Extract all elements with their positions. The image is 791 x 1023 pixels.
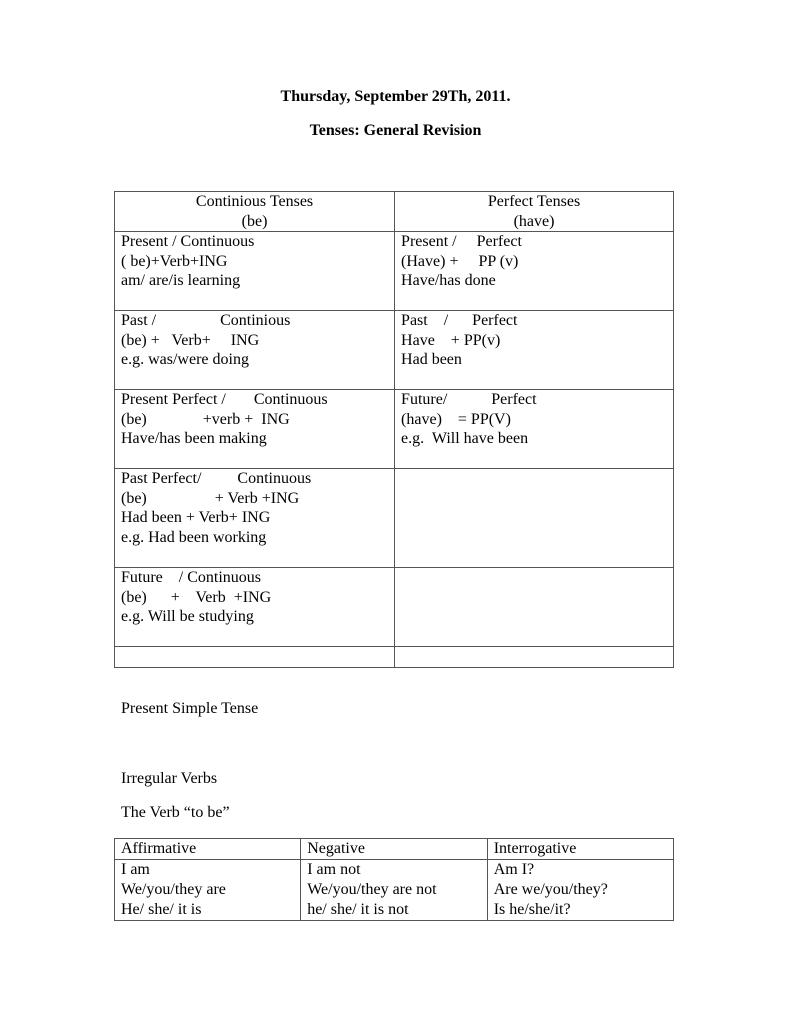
cell-line: [401, 568, 667, 588]
cell-line: Continious Tenses: [195, 193, 314, 210]
table-row: [115, 647, 674, 668]
table-cell: [395, 647, 674, 668]
heading-irregular-verbs: Irregular Verbs: [121, 770, 218, 787]
cell-line: e.g. was/were doing: [121, 351, 249, 369]
heading-present-simple: Present Simple Tense: [121, 700, 259, 717]
table-cell: [115, 647, 395, 668]
cell-line: (be) + Verb +ING: [121, 489, 300, 507]
document-date: Thursday, September 29Th, 2011.: [280, 88, 511, 105]
cell-line: Past / Continious: [121, 312, 291, 330]
negative-forms: [301, 860, 487, 921]
cell-line: I am not: [307, 861, 361, 878]
table-header-row: [115, 192, 674, 232]
cell-line: Present / Continuous: [121, 233, 255, 251]
cell-line: [121, 647, 388, 667]
cell-line: He/ she/ it is: [121, 901, 202, 918]
table-cell: [395, 568, 674, 647]
cell-line: Future / Continuous: [121, 569, 262, 587]
cell-line: e.g. Had been working: [121, 528, 267, 546]
cell-line: We/you/they are: [121, 881, 226, 898]
cell-line: am/ are/is learning: [121, 272, 241, 290]
table-row: [115, 390, 674, 469]
cell-line: I am: [121, 861, 150, 878]
cell-line: Is he/she/it?: [493, 901, 571, 918]
cell-line: (be): [241, 212, 268, 230]
cell-line: Present Perfect / Continuous: [121, 391, 328, 409]
cell-line: (be) +verb + ING: [121, 410, 290, 428]
cell-line: [401, 647, 667, 667]
table-row: [115, 232, 674, 311]
header-affirmative: Affirmative: [115, 839, 301, 860]
affirmative-forms: [115, 860, 301, 921]
cell-line: Have/has been making: [121, 430, 267, 448]
cell-line: (have) = PP(V): [401, 410, 511, 428]
cell-line: Had been: [401, 351, 462, 369]
table-cell: [115, 232, 395, 311]
table-cell: [115, 390, 395, 469]
table-cell: [115, 311, 395, 390]
cell-line: Future/ Perfect: [401, 391, 537, 409]
tenses-table: [114, 191, 674, 668]
cell-line: (be) + Verb+ ING: [121, 331, 260, 349]
cell-line: e.g. Will be studying: [121, 608, 254, 626]
cell-line: Past / Perfect: [401, 312, 518, 330]
table-row: [115, 568, 674, 647]
document-title: Tenses: General Revision: [309, 122, 482, 139]
table-cell: [115, 568, 395, 647]
header-perfect: [395, 192, 674, 232]
cell-line: Perfect Tenses: [487, 193, 581, 210]
cell-line: ( be)+Verb+ING: [121, 252, 228, 270]
cell-line: [401, 469, 667, 489]
cell-line: Are we/you/they?: [493, 881, 608, 898]
table-cell: [395, 469, 674, 568]
cell-line: Present / Perfect: [401, 233, 522, 251]
cell-line: Am I?: [493, 861, 535, 878]
table-row: [115, 860, 674, 921]
cell-line: e.g. Will have been: [401, 430, 529, 448]
cell-line: Past Perfect/ Continuous: [121, 470, 312, 488]
cell-line: Have + PP(v): [401, 331, 501, 349]
cell-line: (Have) + PP (v): [401, 252, 519, 270]
header-interrogative: Interrogative: [487, 839, 673, 860]
cell-line: We/you/they are not: [307, 881, 437, 898]
heading-verb-to-be: The Verb “to be”: [121, 804, 230, 821]
interrogative-forms: [487, 860, 673, 921]
cell-line: (have): [513, 212, 555, 230]
table-cell: [395, 232, 674, 311]
table-cell: [395, 311, 674, 390]
table-cell: [115, 469, 395, 568]
cell-line: Have/has done: [401, 272, 496, 290]
verb-to-be-table: [114, 838, 674, 921]
cell-line: Had been + Verb+ ING: [121, 509, 271, 527]
cell-line: he/ she/ it is not: [307, 901, 409, 918]
header-negative: Negative: [301, 839, 487, 860]
table-header-row: [115, 839, 674, 860]
header-continuous: [115, 192, 395, 232]
table-cell: [395, 390, 674, 469]
cell-line: (be) + Verb +ING: [121, 588, 272, 606]
table-row: [115, 311, 674, 390]
table-row: [115, 469, 674, 568]
